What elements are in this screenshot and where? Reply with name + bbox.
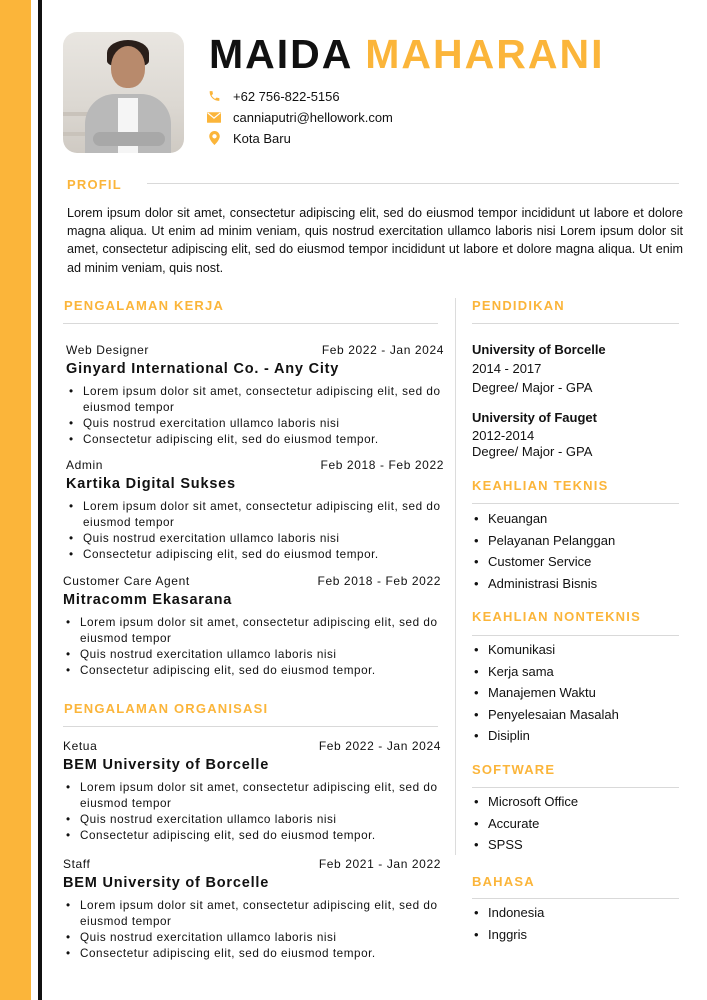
org-bullet: • Consectetur adipiscing elit, sed do eiusmod tempor. (63, 828, 441, 844)
job-role: Admin (66, 458, 104, 472)
soft-skills-divider (472, 635, 679, 636)
profile-summary: Lorem ipsum dolor sit amet, consectetur adipiscing elit, sed do eiusmod tempor incididunt ut labore et dolore magna aliqua. Ut enim ad minim veniam, quis nostrud exercitation ullamco laboris nisi Lorem ipsum dolor sit amet, consectetur adipiscing elit, sed do eiusmod tempor incididunt ut labore et dolore magna aliqua. Ut enim ad minim veniam, quis nost. (67, 206, 683, 275)
accent-sidebar-strip (0, 0, 31, 1000)
job-dates: Feb 2018 - Feb 2022 (320, 458, 444, 472)
contact-phone (207, 86, 507, 106)
mail-icon (207, 110, 221, 124)
last-name: MAHARANI (365, 31, 605, 77)
section-title-work: PENGALAMAN KERJA (64, 298, 225, 313)
org-role: Staff (63, 857, 91, 871)
org-name: BEM University of Borcelle (63, 875, 270, 891)
phone-icon (207, 89, 221, 103)
job-bullet: • Lorem ipsum dolor sit amet, consectetur adipiscing elit, sed do eiusmod tempor (66, 384, 444, 416)
languages-divider (472, 898, 679, 899)
languages-list (472, 902, 544, 945)
org-bullet: • Quis nostrud exercitation ullamco laboris nisi (63, 930, 441, 946)
column-divider (455, 298, 456, 855)
org-bullet: • Consectetur adipiscing elit, sed do eiusmod tempor. (63, 946, 441, 962)
job-bullet: • Consectetur adipiscing elit, sed do eiusmod tempor. (63, 663, 441, 679)
skill-item: • Kerja sama (472, 661, 619, 683)
job-header-row (66, 342, 444, 358)
email-address[interactable]: canniaputri@hellowork.com (233, 109, 393, 125)
org-bullet: • Lorem ipsum dolor sit amet, consectetur adipiscing elit, sed do eiusmod tempor (63, 780, 441, 812)
skill-item: • Disiplin (472, 725, 619, 747)
skill-item: • Penyelesaian Masalah (472, 704, 619, 726)
software-item: • SPSS (472, 834, 578, 856)
job-dates: Feb 2018 - Feb 2022 (317, 574, 441, 588)
job-company: Ginyard International Co. - Any City (66, 361, 340, 377)
photo-face (111, 46, 145, 88)
job-bullet: • Lorem ipsum dolor sit amet, consectetur adipiscing elit, sed do eiusmod tempor (66, 499, 444, 531)
language-item: • Inggris (472, 924, 544, 946)
work-divider (63, 323, 438, 324)
job-role: Web Designer (66, 343, 150, 357)
skill-item: • Keuangan (472, 508, 615, 530)
technical-skills-divider (472, 503, 679, 504)
org-header-row (63, 856, 441, 872)
job-bullets (66, 384, 444, 448)
org-dates: Feb 2022 - Jan 2024 (318, 739, 441, 753)
org-bullet: • Lorem ipsum dolor sit amet, consectetur adipiscing elit, sed do eiusmod tempor (63, 898, 441, 930)
photo-arms (93, 132, 165, 146)
job-company: Mitracomm Ekasarana (63, 592, 233, 608)
section-title-technical-skills: KEAHLIAN TEKNIS (472, 478, 609, 493)
section-title-languages: BAHASA (472, 874, 535, 889)
org-bullets (63, 898, 441, 962)
school-name: University of Borcelle (472, 342, 606, 357)
org-name: BEM University of Borcelle (63, 757, 270, 773)
full-name (209, 30, 604, 78)
job-bullet: • Lorem ipsum dolor sit amet, consectetur adipiscing elit, sed do eiusmod tempor (63, 615, 441, 647)
job-header-row (66, 457, 444, 473)
education-item (472, 408, 692, 459)
job-bullets (66, 499, 444, 563)
contact-location (207, 128, 507, 148)
software-divider (472, 787, 679, 788)
school-years: 2012-2014 (472, 428, 535, 443)
school-years: 2014 - 2017 (472, 361, 542, 376)
work-item (66, 342, 444, 448)
skill-item: • Customer Service (472, 551, 615, 573)
sidebar-black-rule (38, 0, 42, 1000)
profile-divider (147, 183, 679, 184)
org-bullets (63, 780, 441, 844)
education-divider (472, 323, 679, 324)
section-title-education: PENDIDIKAN (472, 298, 565, 313)
org-bullet: • Quis nostrud exercitation ullamco laboris nisi (63, 812, 441, 828)
contact-email (207, 107, 507, 127)
organization-item (63, 738, 441, 844)
technical-skills-list (472, 508, 615, 594)
school-name: University of Fauget (472, 410, 597, 425)
language-item: • Indonesia (472, 902, 544, 924)
job-bullets (63, 615, 441, 679)
skill-item: • Komunikasi (472, 639, 619, 661)
job-dates: Feb 2022 - Jan 2024 (321, 343, 444, 357)
software-item: • Microsoft Office (472, 791, 578, 813)
section-title-soft-skills: KEAHLIAN NONTEKNIS (472, 609, 641, 624)
job-bullet: • Quis nostrud exercitation ullamco laboris nisi (66, 416, 444, 432)
job-company: Kartika Digital Sukses (66, 476, 236, 492)
job-bullet: • Quis nostrud exercitation ullamco laboris nisi (63, 647, 441, 663)
soft-skills-list (472, 639, 619, 747)
skill-item: • Pelayanan Pelanggan (472, 530, 615, 552)
section-title-organization: PENGALAMAN ORGANISASI (64, 701, 269, 716)
section-title-profile: PROFIL (67, 177, 122, 192)
skill-item: • Administrasi Bisnis (472, 573, 615, 595)
location-pin-icon (207, 131, 221, 145)
job-role: Customer Care Agent (63, 574, 190, 588)
phone-number: +62 756-822-5156 (233, 88, 340, 104)
software-list (472, 791, 578, 856)
education-item (472, 340, 692, 397)
location-text: Kota Baru (233, 130, 291, 146)
work-item (66, 457, 444, 563)
skill-item: • Manajemen Waktu (472, 682, 619, 704)
org-dates: Feb 2021 - Jan 2022 (318, 857, 441, 871)
software-item: • Accurate (472, 813, 578, 835)
job-bullet: • Consectetur adipiscing elit, sed do eiusmod tempor. (66, 432, 444, 448)
work-item (63, 573, 441, 679)
job-header-row (63, 573, 441, 589)
school-degree: Degree/ Major - GPA (472, 444, 593, 459)
organization-item (63, 856, 441, 962)
org-header-row (63, 738, 441, 754)
section-title-software: SOFTWARE (472, 762, 556, 777)
job-bullet: • Consectetur adipiscing elit, sed do eiusmod tempor. (66, 547, 444, 563)
organization-divider (63, 726, 438, 727)
job-bullet: • Quis nostrud exercitation ullamco laboris nisi (66, 531, 444, 547)
org-role: Ketua (63, 739, 98, 753)
profile-photo (63, 32, 184, 153)
school-degree: Degree/ Major - GPA (472, 380, 593, 395)
first-name: MAIDA (209, 31, 352, 77)
